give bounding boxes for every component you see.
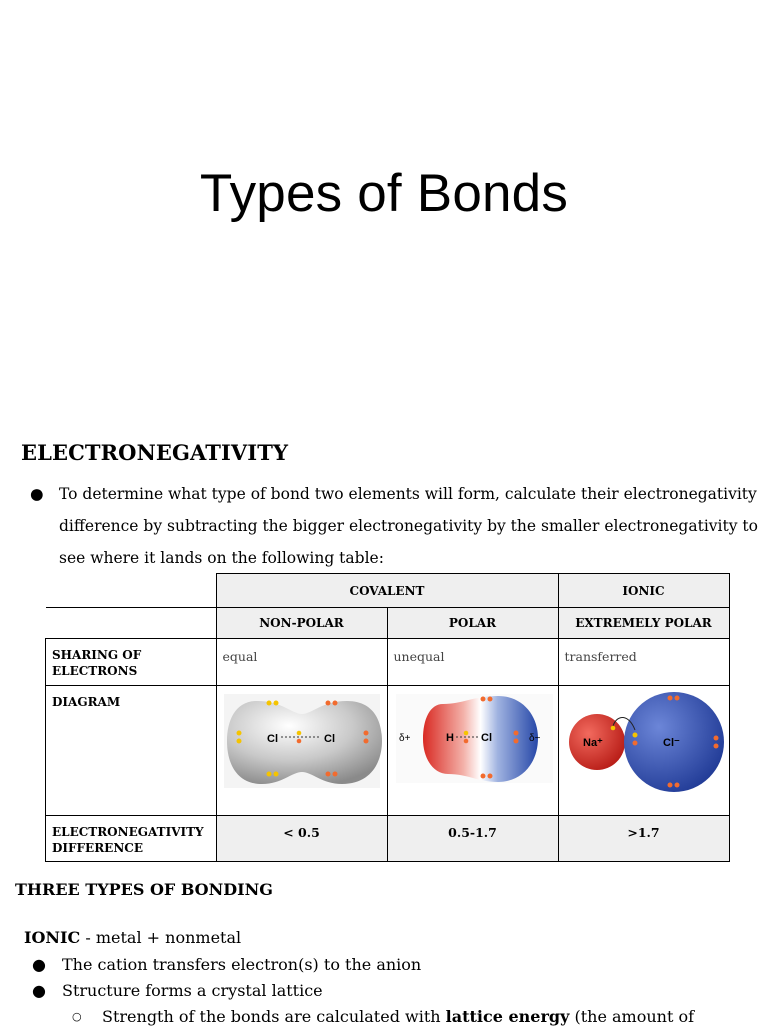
bullet-text: To determine what type of bond two elements will form, calculate their electronegativity difference by subtracting the bigger electronegativity by the smaller electronegativity to see where it lands on the following table: [59,485,758,567]
nonpolar-diagram [217,686,387,812]
bullet-icon: ● [30,485,44,503]
table-blank-cell [46,574,217,608]
sub-list-item-text: Strength of the bonds are calculated with lattice energy (the amount of [102,1007,695,1026]
diff-value-polar: 0.5-1.7 [387,816,558,862]
diagram-polar-cell [387,686,558,816]
nonpolar-right-atom: Cl [323,733,335,745]
row-label-diagram: DIAGRAM [46,686,217,816]
ionic-anion-label: Cl⁻ [662,737,680,749]
ionic-definition [24,928,241,947]
ionic-description: - metal + nonmetal [80,928,242,947]
ionic-cation-label: Na⁺ [582,737,603,749]
sharing-value-nonpolar: equal [216,639,387,686]
bullet-icon: ● [32,955,46,974]
nonpolar-left-atom: Cl [266,733,278,745]
sharing-value-ionic: transferred [558,639,729,686]
ionic-term: IONIC [24,928,81,947]
delta-plus-label: δ+ [398,733,410,744]
header-non-polar: NON-POLAR [216,608,387,639]
row-label-difference: ELECTRONEGATIVITY DIFFERENCE [46,816,217,862]
list-item-text: Structure forms a crystal lattice [62,981,323,1000]
polar-left-atom: H [445,732,454,744]
ionic-diagram [559,686,729,812]
polar-right-atom: Cl [480,732,492,744]
bond-types-table [45,573,730,862]
hollow-bullet-icon: ○ [72,1010,82,1023]
table-blank-cell [46,608,217,639]
bullet-icon: ● [32,981,46,1000]
diff-value-ionic: >1.7 [558,816,729,862]
section-heading-bonding: THREE TYPES OF BONDING [15,880,273,899]
diagram-nonpolar-cell [216,686,387,816]
diff-value-nonpolar: < 0.5 [216,816,387,862]
header-covalent: COVALENT [216,574,558,608]
row-label-sharing: SHARING OF ELECTRONS [46,639,217,686]
header-ionic: IONIC [558,574,729,608]
diagram-ionic-cell [558,686,729,816]
polar-diagram [388,686,558,812]
header-polar: POLAR [387,608,558,639]
section-heading-electronegativity: ELECTRONEGATIVITY [21,440,289,465]
sharing-value-polar: unequal [387,639,558,686]
delta-minus-label: δ− [528,733,540,744]
page-title: Types of Bonds [199,164,569,223]
header-extremely-polar: EXTREMELY POLAR [558,608,729,639]
list-item-text: The cation transfers electron(s) to the anion [62,955,422,974]
